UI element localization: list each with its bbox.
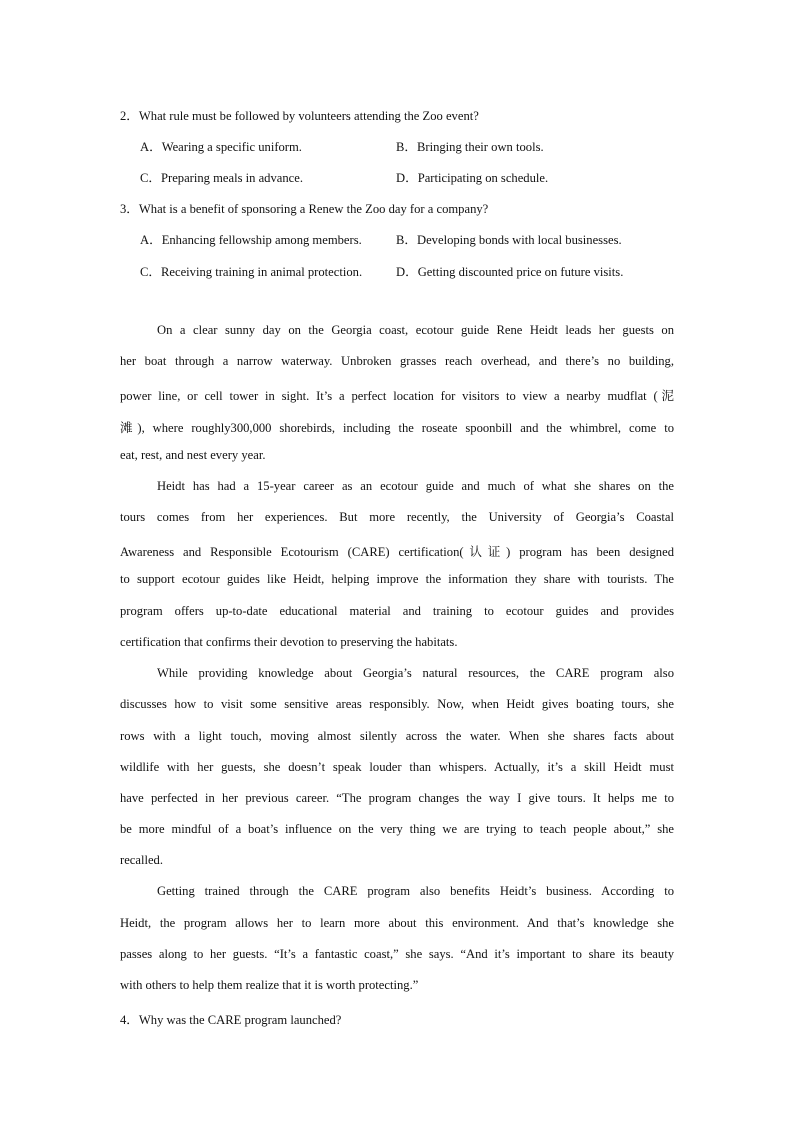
passage-line: Awareness and Responsible Ecotourism (CARE) certification(认证) program has been designed <box>120 545 674 559</box>
passage-line: be more mindful of a boat’s influence on the very thing we are trying to teach people about,” she <box>120 822 674 836</box>
question-3-option-d[interactable]: D．Getting discounted price on future visits. <box>396 265 624 279</box>
passage-line: discusses how to visit some sensitive areas responsibly. Now, when Heidt gives boating tours, she <box>120 697 674 711</box>
passage-line: Getting trained through the CARE program also benefits Heidt’s business. According to <box>157 884 674 898</box>
passage-line: with others to help them realize that it is worth protecting.” <box>120 978 419 992</box>
passage-line: eat, rest, and nest every year. <box>120 448 266 462</box>
question-3-option-a[interactable]: A．Enhancing fellowship among members. <box>140 233 362 247</box>
question-2-option-c[interactable]: C．Preparing meals in advance. <box>140 171 303 185</box>
passage-line: Heidt, the program allows her to learn more about this environment. And that’s knowledge she <box>120 916 674 930</box>
passage-line: to support ecotour guides like Heidt, helping improve the information they share with tourists. The <box>120 572 674 586</box>
passage-line: have perfected in her previous career. “The program changes the way I give tours. It helps me to <box>120 791 674 805</box>
question-3-option-b[interactable]: B．Developing bonds with local businesses. <box>396 233 622 247</box>
question-2-option-b[interactable]: B．Bringing their own tools. <box>396 140 544 154</box>
passage-line: passes along to her guests. “It’s a fantastic coast,” she says. “And it’s important to share its beauty <box>120 947 674 961</box>
passage-line: wildlife with her guests, she doesn’t speak louder than whispers. Actually, it’s a skill Heidt must <box>120 760 674 774</box>
passage-line: recalled. <box>120 853 163 867</box>
question-2-option-d[interactable]: D．Participating on schedule. <box>396 171 549 185</box>
question-3-option-c[interactable]: C．Receiving training in animal protection. <box>140 265 363 279</box>
passage-line: tours comes from her experiences. But more recently, the University of Georgia’s Coastal <box>120 510 674 524</box>
passage-line: her boat through a narrow waterway. Unbroken grasses reach overhead, and there’s no building, <box>120 354 674 368</box>
question-2-stem: 2．What rule must be followed by volunteers attending the Zoo event? <box>120 109 479 123</box>
passage-line: 滩), where roughly300,000 shorebirds, including the roseate spoonbill and the whimbrel, come to <box>120 421 674 435</box>
question-3-stem: 3．What is a benefit of sponsoring a Renew the Zoo day for a company? <box>120 202 489 216</box>
passage-line: program offers up-to-date educational material and training to ecotour guides and provides <box>120 604 674 618</box>
passage-line: power line, or cell tower in sight. It’s a perfect location for visitors to view a nearby mudflat (泥 <box>120 389 674 403</box>
passage-line: While providing knowledge about Georgia’s natural resources, the CARE program also <box>157 666 674 680</box>
passage-line: Heidt has had a 15-year career as an ecotour guide and much of what she shares on the <box>157 479 674 493</box>
passage-line: On a clear sunny day on the Georgia coast, ecotour guide Rene Heidt leads her guests on <box>157 323 674 337</box>
passage-line: certification that confirms their devotion to preserving the habitats. <box>120 635 458 649</box>
question-2-option-a[interactable]: A．Wearing a specific uniform. <box>140 140 302 154</box>
question-4-stem: 4．Why was the CARE program launched? <box>120 1013 342 1027</box>
passage-line: rows with a light touch, moving almost silently across the water. When she shares facts about <box>120 729 674 743</box>
